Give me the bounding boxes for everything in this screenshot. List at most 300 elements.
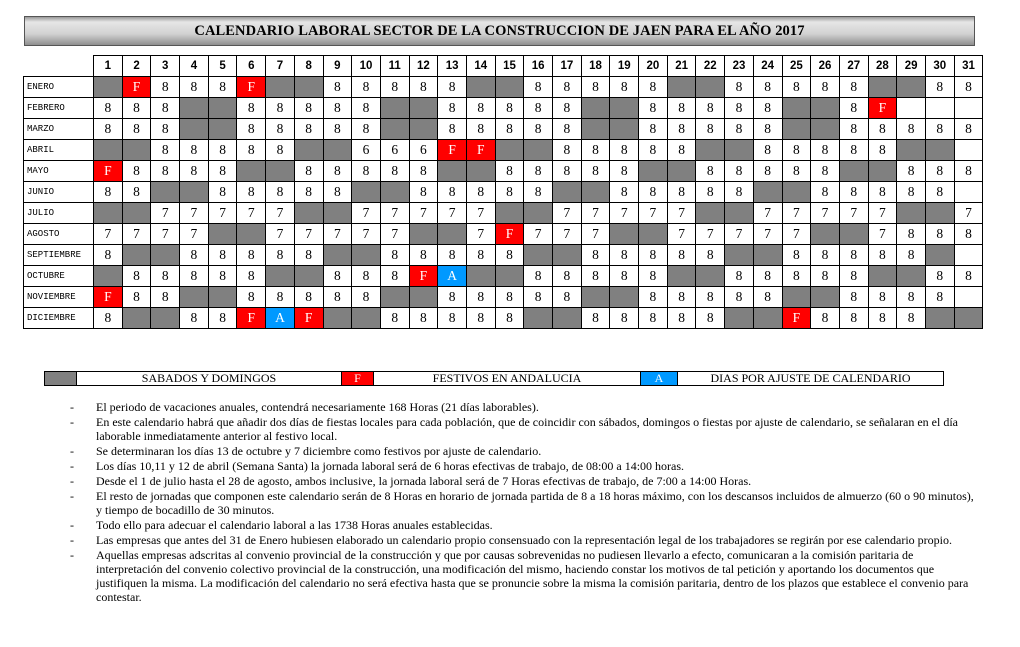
hours-cell: 8: [811, 245, 840, 266]
calendar-table: [23, 55, 983, 329]
hours-cell: 8: [438, 287, 467, 308]
hours-cell: 8: [495, 245, 524, 266]
month-row: [24, 203, 983, 224]
day-header: 27: [839, 56, 868, 77]
weekend-cell: [696, 266, 725, 287]
hours-cell: 8: [266, 245, 295, 266]
hours-cell: 8: [581, 245, 610, 266]
note-item: [70, 548, 975, 604]
hours-cell: 8: [753, 77, 782, 98]
hours-cell: 8: [323, 287, 352, 308]
weekend-cell: [208, 287, 237, 308]
day-header: 30: [925, 56, 954, 77]
note-text: Todo ello para adecuar el calendario laboral a las 1738 Horas anuales establecidas.: [96, 518, 493, 532]
month-row: [24, 308, 983, 329]
hours-cell: 8: [237, 182, 266, 203]
hours-cell: 8: [610, 77, 639, 98]
adjust-day-cell: A: [438, 266, 467, 287]
day-header: 4: [180, 56, 209, 77]
note-text: El periodo de vacaciones anuales, contendrá necesariamente 168 Horas (21 días laborables).: [96, 400, 539, 414]
weekend-cell: [839, 161, 868, 182]
weekend-cell: [897, 140, 926, 161]
hours-cell: 8: [782, 245, 811, 266]
hours-cell: 8: [495, 182, 524, 203]
hours-cell: 8: [610, 161, 639, 182]
weekend-cell: [180, 287, 209, 308]
hours-cell: 8: [839, 77, 868, 98]
day-header: 25: [782, 56, 811, 77]
hours-cell: 8: [409, 182, 438, 203]
weekend-cell: [553, 245, 582, 266]
hours-cell: 8: [639, 182, 668, 203]
hours-cell: 8: [323, 182, 352, 203]
weekend-cell: [94, 77, 123, 98]
note-item: [70, 474, 975, 488]
month-label: JUNIO: [24, 182, 94, 203]
hours-cell: 8: [122, 182, 151, 203]
hours-cell: 8: [897, 161, 926, 182]
hours-cell: 8: [782, 140, 811, 161]
holiday-cell: F: [495, 224, 524, 245]
weekend-cell: [122, 245, 151, 266]
hours-cell: 8: [925, 161, 954, 182]
hours-cell: 7: [667, 224, 696, 245]
weekend-cell: [811, 224, 840, 245]
day-header: 7: [266, 56, 295, 77]
weekend-cell: [466, 161, 495, 182]
hours-cell: 8: [610, 266, 639, 287]
weekend-cell: [94, 203, 123, 224]
weekend-cell: [409, 224, 438, 245]
hours-cell: 8: [696, 98, 725, 119]
day-header: 12: [409, 56, 438, 77]
hours-cell: 8: [524, 77, 553, 98]
weekend-cell: [409, 98, 438, 119]
month-row: [24, 77, 983, 98]
day-header: 28: [868, 56, 897, 77]
hours-cell: 8: [725, 119, 754, 140]
empty-cell: [954, 98, 983, 119]
hours-cell: 8: [639, 245, 668, 266]
hours-cell: 8: [151, 119, 180, 140]
hours-cell: 8: [610, 245, 639, 266]
legend-weekend-swatch: [45, 372, 77, 385]
hours-cell: 8: [438, 119, 467, 140]
hours-cell: 8: [782, 161, 811, 182]
empty-cell: [925, 98, 954, 119]
weekend-cell: [581, 182, 610, 203]
hours-cell: 7: [753, 224, 782, 245]
empty-cell: [954, 182, 983, 203]
hours-cell: 8: [753, 98, 782, 119]
hours-cell: 8: [122, 119, 151, 140]
weekend-cell: [380, 182, 409, 203]
legend-weekend-label: SABADOS Y DOMINGOS: [77, 372, 342, 385]
day-header-row: [24, 56, 983, 77]
weekend-cell: [466, 266, 495, 287]
day-header: 21: [667, 56, 696, 77]
adjust-day-cell: A: [266, 308, 295, 329]
hours-cell: 7: [352, 203, 381, 224]
note-item: [70, 518, 975, 532]
hours-cell: 8: [294, 245, 323, 266]
month-row: [24, 119, 983, 140]
hours-cell: 8: [466, 182, 495, 203]
hours-cell: 8: [352, 161, 381, 182]
empty-cell: [897, 98, 926, 119]
hours-cell: 8: [294, 161, 323, 182]
hours-cell: 8: [811, 182, 840, 203]
hours-cell: 7: [266, 224, 295, 245]
weekend-cell: [725, 245, 754, 266]
hours-cell: 8: [553, 287, 582, 308]
weekend-cell: [237, 224, 266, 245]
hours-cell: 8: [553, 98, 582, 119]
weekend-cell: [811, 119, 840, 140]
hours-cell: 8: [524, 98, 553, 119]
weekend-cell: [151, 182, 180, 203]
hours-cell: 8: [208, 245, 237, 266]
hours-cell: 8: [581, 266, 610, 287]
weekend-cell: [753, 308, 782, 329]
hours-cell: 8: [553, 140, 582, 161]
hours-cell: 8: [352, 98, 381, 119]
hours-cell: 8: [294, 182, 323, 203]
hours-cell: 8: [811, 77, 840, 98]
day-header: 6: [237, 56, 266, 77]
holiday-cell: F: [782, 308, 811, 329]
hours-cell: 8: [725, 161, 754, 182]
weekend-cell: [811, 287, 840, 308]
day-header: 29: [897, 56, 926, 77]
month-row: [24, 140, 983, 161]
hours-cell: 8: [581, 77, 610, 98]
hours-cell: 8: [753, 161, 782, 182]
weekend-cell: [925, 140, 954, 161]
hours-cell: 8: [639, 119, 668, 140]
day-header: 2: [122, 56, 151, 77]
hours-cell: 8: [180, 266, 209, 287]
hours-cell: 8: [122, 287, 151, 308]
hours-cell: 8: [380, 245, 409, 266]
hours-cell: 8: [868, 308, 897, 329]
hours-cell: 8: [639, 287, 668, 308]
weekend-cell: [495, 77, 524, 98]
hours-cell: 8: [151, 140, 180, 161]
note-item: [70, 489, 975, 517]
weekend-cell: [380, 287, 409, 308]
hours-cell: 8: [409, 245, 438, 266]
month-label: JULIO: [24, 203, 94, 224]
note-item: [70, 444, 975, 458]
hours-cell: 8: [294, 119, 323, 140]
hours-cell: 8: [94, 245, 123, 266]
day-header: 9: [323, 56, 352, 77]
hours-cell: 8: [667, 308, 696, 329]
hours-cell: 8: [839, 287, 868, 308]
month-label: AGOSTO: [24, 224, 94, 245]
hours-cell: 7: [122, 224, 151, 245]
month-label: MAYO: [24, 161, 94, 182]
month-label: OCTUBRE: [24, 266, 94, 287]
hours-cell: 8: [524, 119, 553, 140]
weekend-cell: [581, 98, 610, 119]
weekend-cell: [696, 203, 725, 224]
hours-cell: 8: [524, 161, 553, 182]
weekend-cell: [180, 182, 209, 203]
hours-cell: 8: [610, 140, 639, 161]
weekend-cell: [180, 98, 209, 119]
weekend-cell: [925, 308, 954, 329]
hours-cell: 8: [466, 245, 495, 266]
note-dash: -: [70, 459, 74, 473]
note-text: En este calendario habrá que añadir dos días de fiestas locales para cada población, que de coincidir con sábados, domingos o fiestas por ajuste de calendario, se señalaran en el día laborable inmediatamente anterior al festivo local.: [96, 415, 959, 443]
hours-cell: 8: [94, 182, 123, 203]
weekend-cell: [94, 140, 123, 161]
hours-cell: 8: [122, 161, 151, 182]
hours-cell: 8: [581, 161, 610, 182]
note-item: [70, 459, 975, 473]
hours-cell: 8: [725, 182, 754, 203]
weekend-cell: [237, 161, 266, 182]
corner-cell: [24, 56, 94, 77]
hours-cell: 8: [639, 266, 668, 287]
hours-cell: 7: [553, 224, 582, 245]
hours-cell: 8: [180, 308, 209, 329]
hours-cell: 8: [208, 308, 237, 329]
weekend-cell: [925, 245, 954, 266]
holiday-cell: F: [122, 77, 151, 98]
hours-cell: 8: [753, 140, 782, 161]
legend-holiday-swatch: F: [342, 372, 374, 385]
month-row: [24, 161, 983, 182]
hours-cell: 8: [696, 308, 725, 329]
weekend-cell: [868, 77, 897, 98]
weekend-cell: [667, 161, 696, 182]
hours-cell: 8: [524, 287, 553, 308]
month-label: ENERO: [24, 77, 94, 98]
weekend-cell: [639, 224, 668, 245]
hours-cell: 7: [782, 203, 811, 224]
hours-cell: 7: [180, 224, 209, 245]
hours-cell: 8: [94, 119, 123, 140]
hours-cell: 7: [667, 203, 696, 224]
day-header: 17: [553, 56, 582, 77]
day-header: 8: [294, 56, 323, 77]
month-row: [24, 224, 983, 245]
weekend-cell: [696, 77, 725, 98]
hours-cell: 7: [553, 203, 582, 224]
hours-cell: 8: [839, 245, 868, 266]
hours-cell: 8: [438, 308, 467, 329]
hours-cell: 8: [122, 266, 151, 287]
hours-cell: 8: [925, 182, 954, 203]
hours-cell: 8: [266, 98, 295, 119]
weekend-cell: [266, 77, 295, 98]
weekend-cell: [466, 77, 495, 98]
hours-cell: 7: [811, 203, 840, 224]
month-label: SEPTIEMBRE: [24, 245, 94, 266]
hours-cell: 8: [667, 119, 696, 140]
hours-cell: 8: [208, 161, 237, 182]
day-header: 3: [151, 56, 180, 77]
hours-cell: 8: [925, 287, 954, 308]
weekend-cell: [782, 119, 811, 140]
weekend-cell: [667, 77, 696, 98]
hours-cell: 8: [753, 119, 782, 140]
weekend-cell: [639, 161, 668, 182]
hours-cell: 8: [380, 161, 409, 182]
hours-cell: 8: [180, 77, 209, 98]
hours-cell: 7: [438, 203, 467, 224]
hours-cell: 8: [897, 245, 926, 266]
weekend-cell: [553, 182, 582, 203]
hours-cell: 8: [323, 77, 352, 98]
hours-cell: 8: [122, 98, 151, 119]
weekend-cell: [581, 119, 610, 140]
hours-cell: 8: [725, 77, 754, 98]
hours-cell: 7: [151, 203, 180, 224]
hours-cell: 7: [868, 203, 897, 224]
hours-cell: 8: [380, 266, 409, 287]
day-header: 15: [495, 56, 524, 77]
hours-cell: 8: [811, 140, 840, 161]
note-dash: -: [70, 415, 74, 429]
weekend-cell: [151, 308, 180, 329]
weekend-cell: [438, 161, 467, 182]
hours-cell: 7: [151, 224, 180, 245]
weekend-cell: [581, 287, 610, 308]
weekend-cell: [122, 308, 151, 329]
hours-cell: 8: [782, 77, 811, 98]
hours-cell: 8: [94, 98, 123, 119]
weekend-cell: [782, 287, 811, 308]
weekend-cell: [208, 119, 237, 140]
hours-cell: 8: [610, 308, 639, 329]
empty-cell: [954, 245, 983, 266]
weekend-cell: [495, 140, 524, 161]
hours-cell: 8: [839, 182, 868, 203]
hours-cell: 8: [151, 266, 180, 287]
hours-cell: 8: [753, 266, 782, 287]
hours-cell: 8: [438, 98, 467, 119]
hours-cell: 8: [897, 308, 926, 329]
hours-cell: 8: [581, 140, 610, 161]
weekend-cell: [266, 266, 295, 287]
hours-cell: 7: [868, 224, 897, 245]
weekend-cell: [897, 77, 926, 98]
holiday-cell: F: [94, 287, 123, 308]
hours-cell: 8: [868, 119, 897, 140]
day-header: 23: [725, 56, 754, 77]
hours-cell: 8: [553, 161, 582, 182]
holiday-cell: F: [868, 98, 897, 119]
weekend-cell: [524, 140, 553, 161]
weekend-cell: [897, 266, 926, 287]
hours-cell: 8: [323, 161, 352, 182]
hours-cell: 8: [925, 119, 954, 140]
hours-cell: 8: [696, 119, 725, 140]
hours-cell: 8: [237, 119, 266, 140]
month-row: [24, 245, 983, 266]
hours-cell: 7: [610, 203, 639, 224]
hours-cell: 8: [925, 266, 954, 287]
hours-cell: 7: [466, 203, 495, 224]
note-dash: -: [70, 518, 74, 532]
hours-cell: 8: [352, 266, 381, 287]
weekend-cell: [897, 203, 926, 224]
hours-cell: 8: [524, 182, 553, 203]
hours-cell: 8: [208, 77, 237, 98]
hours-cell: 7: [581, 224, 610, 245]
note-text: El resto de jornadas que componen este calendario serán de 8 Horas en horario de jornada partida de 8 a 18 horas máximo, con los descansos incluidos de almuerzo (60 o 90 minutos), y tiempo de bocadillo de 30 minutos.: [96, 489, 974, 517]
hours-cell: 8: [897, 224, 926, 245]
day-header: 16: [524, 56, 553, 77]
weekend-cell: [725, 308, 754, 329]
hours-cell: 8: [294, 287, 323, 308]
hours-cell: 8: [266, 119, 295, 140]
hours-cell: 8: [782, 266, 811, 287]
hours-cell: 8: [553, 119, 582, 140]
hours-cell: 8: [839, 98, 868, 119]
hours-cell: 8: [294, 98, 323, 119]
hours-cell: 8: [925, 77, 954, 98]
hours-cell: 8: [667, 245, 696, 266]
hours-cell: 8: [208, 266, 237, 287]
hours-cell: 8: [954, 266, 983, 287]
hours-cell: 8: [868, 287, 897, 308]
hours-cell: 8: [495, 308, 524, 329]
hours-cell: 8: [581, 308, 610, 329]
holiday-cell: F: [466, 140, 495, 161]
note-text: Desde el 1 de julio hasta el 28 de agosto, ambos inclusive, la jornada laboral será de 7 Horas efectivas de trabajo, de 7:00 a 14:00 Horas.: [96, 474, 752, 488]
hours-cell: 7: [323, 224, 352, 245]
note-text: Aquellas empresas adscritas al convenio provincial de la construcción y que por causas sobrevenidas no pudiesen llevarlo a efecto, comunicaran a la comisión paritaria de interpretación del convenio colectivo provincial de la construcción, una modificación del mismo, haciendo constar los motivos de tal petición y aportando los documentos que justifiquen la misma. La modificación del calendario no será efectiva hasta que se pronuncie sobre la misma la comisión paritaria, dentro de los plazos que establece el convenio para contestar.: [96, 548, 969, 604]
hours-cell: 7: [725, 224, 754, 245]
hours-cell: 8: [180, 245, 209, 266]
weekend-cell: [524, 203, 553, 224]
weekend-cell: [380, 98, 409, 119]
hours-cell: 8: [639, 140, 668, 161]
day-header: 31: [954, 56, 983, 77]
hours-cell: 8: [266, 140, 295, 161]
hours-cell: 8: [409, 161, 438, 182]
hours-cell: 7: [581, 203, 610, 224]
legend-holiday-label: FESTIVOS EN ANDALUCIA: [374, 372, 641, 385]
note-text: Las empresas que antes del 31 de Enero hubiesen elaborado un calendario propio consensuado con la representación legal de los trabajadores se regirán por ese calendario propio.: [96, 533, 953, 547]
weekend-cell: [94, 266, 123, 287]
hours-cell: 8: [639, 77, 668, 98]
hours-cell: 8: [553, 77, 582, 98]
hours-cell: 7: [380, 203, 409, 224]
hours-cell: 8: [868, 245, 897, 266]
weekend-cell: [610, 224, 639, 245]
hours-cell: 7: [753, 203, 782, 224]
hours-cell: 7: [524, 224, 553, 245]
weekend-cell: [352, 182, 381, 203]
hours-cell: 8: [725, 287, 754, 308]
hours-cell: 8: [954, 161, 983, 182]
weekend-cell: [294, 266, 323, 287]
hours-cell: 8: [409, 77, 438, 98]
weekend-cell: [925, 203, 954, 224]
weekend-cell: [868, 266, 897, 287]
hours-cell: 8: [466, 308, 495, 329]
hours-cell: 7: [237, 203, 266, 224]
weekend-cell: [208, 98, 237, 119]
hours-cell: 8: [151, 77, 180, 98]
day-header: 1: [94, 56, 123, 77]
